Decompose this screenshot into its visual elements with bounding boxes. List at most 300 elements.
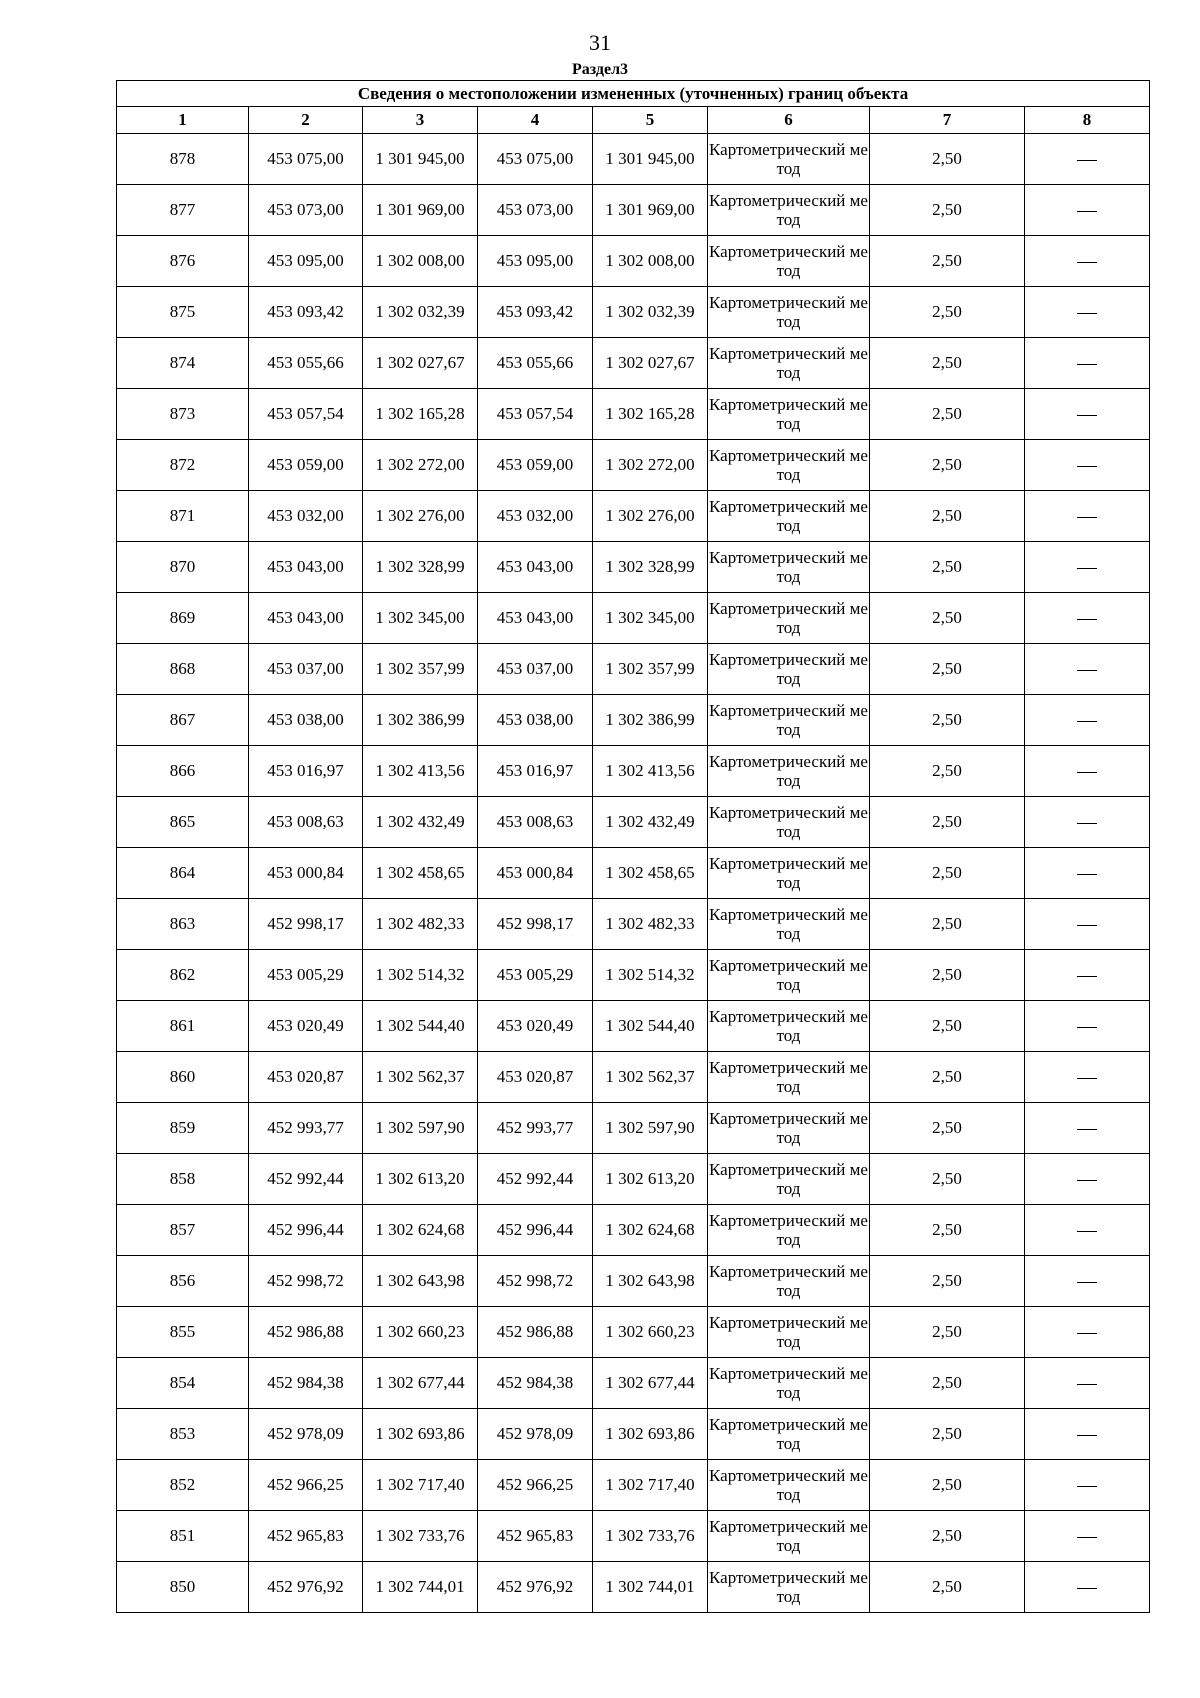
point-number-cell: 862 [117,950,249,1001]
table-row [117,389,1150,440]
y-coord-cell: 1 302 432,49 [593,797,708,848]
x-coord-cell: 452 978,09 [249,1409,363,1460]
description-cell [1025,542,1150,593]
point-number-cell: 852 [117,1460,249,1511]
y-coord-cell: 1 302 693,86 [593,1409,708,1460]
accuracy-cell: 2,50 [870,1358,1025,1409]
y-coord-cell: 1 302 165,28 [593,389,708,440]
column-number-8: 8 [1025,107,1150,134]
y-coord-cell: 1 302 562,37 [363,1052,478,1103]
dash-mark [1077,517,1097,518]
table-row [117,287,1150,338]
x-coord-cell: 453 038,00 [249,695,363,746]
x-coord-cell: 452 993,77 [478,1103,593,1154]
method-cell: Картометрический метод [708,1154,870,1205]
accuracy-cell: 2,50 [870,1001,1025,1052]
method-cell: Картометрический метод [708,1103,870,1154]
table-row [117,695,1150,746]
table-row [117,1511,1150,1562]
x-coord-cell: 453 043,00 [249,593,363,644]
x-coord-cell: 452 993,77 [249,1103,363,1154]
dash-mark [1077,1231,1097,1232]
y-coord-cell: 1 302 386,99 [593,695,708,746]
point-number-cell: 873 [117,389,249,440]
method-cell: Картометрический метод [708,440,870,491]
x-coord-cell: 452 976,92 [478,1562,593,1613]
description-cell [1025,1511,1150,1562]
dash-mark [1077,1486,1097,1487]
dash-mark [1077,772,1097,773]
point-number-cell: 860 [117,1052,249,1103]
method-cell: Картометрический метод [708,236,870,287]
table-row [117,491,1150,542]
dash-mark [1077,1435,1097,1436]
point-number-cell: 850 [117,1562,249,1613]
accuracy-cell: 2,50 [870,1460,1025,1511]
y-coord-cell: 1 302 677,44 [593,1358,708,1409]
description-cell [1025,1154,1150,1205]
accuracy-cell: 2,50 [870,950,1025,1001]
y-coord-cell: 1 302 328,99 [363,542,478,593]
x-coord-cell: 453 008,63 [478,797,593,848]
table-row [117,134,1150,185]
description-cell [1025,287,1150,338]
table-row [117,1001,1150,1052]
x-coord-cell: 453 073,00 [249,185,363,236]
y-coord-cell: 1 302 733,76 [593,1511,708,1562]
column-number-7: 7 [870,107,1025,134]
description-cell [1025,1307,1150,1358]
accuracy-cell: 2,50 [870,185,1025,236]
accuracy-cell: 2,50 [870,491,1025,542]
x-coord-cell: 453 032,00 [249,491,363,542]
accuracy-cell: 2,50 [870,695,1025,746]
y-coord-cell: 1 302 032,39 [593,287,708,338]
description-cell [1025,1358,1150,1409]
table-row [117,1409,1150,1460]
x-coord-cell: 453 059,00 [249,440,363,491]
y-coord-cell: 1 302 432,49 [363,797,478,848]
accuracy-cell: 2,50 [870,1562,1025,1613]
description-cell [1025,746,1150,797]
accuracy-cell: 2,50 [870,338,1025,389]
y-coord-cell: 1 301 945,00 [363,134,478,185]
point-number-cell: 863 [117,899,249,950]
accuracy-cell: 2,50 [870,1409,1025,1460]
y-coord-cell: 1 302 345,00 [363,593,478,644]
x-coord-cell: 453 016,97 [478,746,593,797]
table-body [117,134,1150,1613]
method-cell: Картометрический метод [708,338,870,389]
x-coord-cell: 452 992,44 [478,1154,593,1205]
table-row [117,746,1150,797]
description-cell [1025,1001,1150,1052]
point-number-cell: 878 [117,134,249,185]
description-cell [1025,848,1150,899]
accuracy-cell: 2,50 [870,1205,1025,1256]
table-row [117,1562,1150,1613]
x-coord-cell: 452 998,72 [478,1256,593,1307]
y-coord-cell: 1 302 613,20 [363,1154,478,1205]
x-coord-cell: 453 020,49 [249,1001,363,1052]
y-coord-cell: 1 302 165,28 [363,389,478,440]
method-cell: Картометрический метод [708,644,870,695]
x-coord-cell: 453 043,00 [478,593,593,644]
x-coord-cell: 452 978,09 [478,1409,593,1460]
y-coord-cell: 1 302 413,56 [593,746,708,797]
y-coord-cell: 1 302 027,67 [363,338,478,389]
y-coord-cell: 1 302 693,86 [363,1409,478,1460]
accuracy-cell: 2,50 [870,1511,1025,1562]
x-coord-cell: 453 020,49 [478,1001,593,1052]
accuracy-cell: 2,50 [870,1256,1025,1307]
dash-mark [1077,619,1097,620]
table-row [117,797,1150,848]
x-coord-cell: 453 000,84 [249,848,363,899]
dash-mark [1077,874,1097,875]
y-coord-cell: 1 302 357,99 [363,644,478,695]
boundary-coordinates-table [116,80,1150,1613]
point-number-cell: 853 [117,1409,249,1460]
column-number-1: 1 [117,107,249,134]
dash-mark [1077,211,1097,212]
x-coord-cell: 453 037,00 [478,644,593,695]
y-coord-cell: 1 302 386,99 [363,695,478,746]
y-coord-cell: 1 302 744,01 [363,1562,478,1613]
y-coord-cell: 1 302 544,40 [363,1001,478,1052]
description-cell [1025,1460,1150,1511]
accuracy-cell: 2,50 [870,542,1025,593]
y-coord-cell: 1 302 458,65 [363,848,478,899]
description-cell [1025,185,1150,236]
y-coord-cell: 1 302 597,90 [593,1103,708,1154]
point-number-cell: 855 [117,1307,249,1358]
y-coord-cell: 1 302 276,00 [593,491,708,542]
x-coord-cell: 452 965,83 [478,1511,593,1562]
table-row [117,644,1150,695]
description-cell [1025,236,1150,287]
x-coord-cell: 453 037,00 [249,644,363,695]
y-coord-cell: 1 302 027,67 [593,338,708,389]
method-cell: Картометрический метод [708,746,870,797]
table-row [117,1256,1150,1307]
x-coord-cell: 453 043,00 [249,542,363,593]
x-coord-cell: 452 966,25 [249,1460,363,1511]
y-coord-cell: 1 302 597,90 [363,1103,478,1154]
dash-mark [1077,313,1097,314]
accuracy-cell: 2,50 [870,389,1025,440]
table-row [117,542,1150,593]
y-coord-cell: 1 302 514,32 [363,950,478,1001]
dash-mark [1077,1027,1097,1028]
y-coord-cell: 1 302 660,23 [593,1307,708,1358]
method-cell: Картометрический метод [708,1409,870,1460]
y-coord-cell: 1 302 544,40 [593,1001,708,1052]
x-coord-cell: 452 998,17 [249,899,363,950]
y-coord-cell: 1 302 328,99 [593,542,708,593]
y-coord-cell: 1 302 458,65 [593,848,708,899]
x-coord-cell: 452 992,44 [249,1154,363,1205]
method-cell: Картометрический метод [708,950,870,1001]
y-coord-cell: 1 301 969,00 [593,185,708,236]
table-row [117,1103,1150,1154]
description-cell [1025,1409,1150,1460]
accuracy-cell: 2,50 [870,236,1025,287]
y-coord-cell: 1 302 272,00 [363,440,478,491]
point-number-cell: 856 [117,1256,249,1307]
x-coord-cell: 452 996,44 [249,1205,363,1256]
x-coord-cell: 453 016,97 [249,746,363,797]
method-cell: Картометрический метод [708,1205,870,1256]
column-number-6: 6 [708,107,870,134]
x-coord-cell: 453 073,00 [478,185,593,236]
y-coord-cell: 1 302 008,00 [593,236,708,287]
x-coord-cell: 452 984,38 [249,1358,363,1409]
table-row [117,338,1150,389]
table-caption: Сведения о местоположении измененных (уточненных) границ объекта [117,81,1150,107]
method-cell: Картометрический метод [708,1001,870,1052]
y-coord-cell: 1 302 482,33 [593,899,708,950]
table-row [117,950,1150,1001]
y-coord-cell: 1 302 413,56 [363,746,478,797]
dash-mark [1077,1282,1097,1283]
x-coord-cell: 452 965,83 [249,1511,363,1562]
table-row [117,848,1150,899]
method-cell: Картометрический метод [708,1562,870,1613]
point-number-cell: 864 [117,848,249,899]
method-cell: Картометрический метод [708,848,870,899]
y-coord-cell: 1 302 008,00 [363,236,478,287]
dash-mark [1077,721,1097,722]
dash-mark [1077,1537,1097,1538]
description-cell [1025,1256,1150,1307]
description-cell [1025,899,1150,950]
point-number-cell: 865 [117,797,249,848]
y-coord-cell: 1 301 945,00 [593,134,708,185]
table-row [117,1052,1150,1103]
accuracy-cell: 2,50 [870,440,1025,491]
description-cell [1025,1052,1150,1103]
description-cell [1025,491,1150,542]
dash-mark [1077,823,1097,824]
method-cell: Картометрический метод [708,491,870,542]
section-title: Раздел3 [571,61,629,78]
table-caption-row [117,81,1150,107]
description-cell [1025,950,1150,1001]
x-coord-cell: 453 093,42 [249,287,363,338]
point-number-cell: 858 [117,1154,249,1205]
method-cell: Картометрический метод [708,1307,870,1358]
dash-mark [1077,160,1097,161]
dash-mark [1077,568,1097,569]
y-coord-cell: 1 302 032,39 [363,287,478,338]
y-coord-cell: 1 302 272,00 [593,440,708,491]
dash-mark [1077,1384,1097,1385]
x-coord-cell: 453 043,00 [478,542,593,593]
x-coord-cell: 452 986,88 [478,1307,593,1358]
point-number-cell: 870 [117,542,249,593]
accuracy-cell: 2,50 [870,1307,1025,1358]
dash-mark [1077,415,1097,416]
x-coord-cell: 452 984,38 [478,1358,593,1409]
table-row [117,1205,1150,1256]
x-coord-cell: 452 998,17 [478,899,593,950]
description-cell [1025,797,1150,848]
y-coord-cell: 1 302 514,32 [593,950,708,1001]
x-coord-cell: 453 075,00 [478,134,593,185]
x-coord-cell: 453 095,00 [249,236,363,287]
description-cell [1025,134,1150,185]
point-number-cell: 866 [117,746,249,797]
y-coord-cell: 1 301 969,00 [363,185,478,236]
x-coord-cell: 453 008,63 [249,797,363,848]
method-cell: Картометрический метод [708,185,870,236]
description-cell [1025,338,1150,389]
x-coord-cell: 453 020,87 [478,1052,593,1103]
method-cell: Картометрический метод [708,695,870,746]
point-number-cell: 857 [117,1205,249,1256]
description-cell [1025,644,1150,695]
y-coord-cell: 1 302 276,00 [363,491,478,542]
description-cell [1025,1103,1150,1154]
accuracy-cell: 2,50 [870,593,1025,644]
accuracy-cell: 2,50 [870,848,1025,899]
method-cell: Картометрический метод [708,389,870,440]
column-number-3: 3 [363,107,478,134]
accuracy-cell: 2,50 [870,287,1025,338]
point-number-cell: 851 [117,1511,249,1562]
x-coord-cell: 453 005,29 [478,950,593,1001]
y-coord-cell: 1 302 643,98 [593,1256,708,1307]
accuracy-cell: 2,50 [870,134,1025,185]
dash-mark [1077,1078,1097,1079]
point-number-cell: 854 [117,1358,249,1409]
point-number-cell: 867 [117,695,249,746]
x-coord-cell: 453 038,00 [478,695,593,746]
table-row [117,899,1150,950]
description-cell [1025,695,1150,746]
point-number-cell: 869 [117,593,249,644]
column-number-5: 5 [593,107,708,134]
table-row [117,1154,1150,1205]
point-number-cell: 872 [117,440,249,491]
method-cell: Картометрический метод [708,797,870,848]
point-number-cell: 877 [117,185,249,236]
x-coord-cell: 452 976,92 [249,1562,363,1613]
y-coord-cell: 1 302 643,98 [363,1256,478,1307]
table-row [117,440,1150,491]
dash-mark [1077,670,1097,671]
point-number-cell: 874 [117,338,249,389]
method-cell: Картометрический метод [708,899,870,950]
column-number-2: 2 [249,107,363,134]
y-coord-cell: 1 302 717,40 [593,1460,708,1511]
method-cell: Картометрический метод [708,287,870,338]
accuracy-cell: 2,50 [870,899,1025,950]
table-row [117,1358,1150,1409]
point-number-cell: 859 [117,1103,249,1154]
x-coord-cell: 453 057,54 [249,389,363,440]
method-cell: Картометрический метод [708,542,870,593]
x-coord-cell: 453 055,66 [249,338,363,389]
column-number-4: 4 [478,107,593,134]
x-coord-cell: 452 998,72 [249,1256,363,1307]
description-cell [1025,389,1150,440]
table-row [117,1460,1150,1511]
x-coord-cell: 453 005,29 [249,950,363,1001]
method-cell: Картометрический метод [708,1460,870,1511]
point-number-cell: 871 [117,491,249,542]
table-row [117,236,1150,287]
x-coord-cell: 452 966,25 [478,1460,593,1511]
accuracy-cell: 2,50 [870,797,1025,848]
y-coord-cell: 1 302 613,20 [593,1154,708,1205]
x-coord-cell: 453 059,00 [478,440,593,491]
y-coord-cell: 1 302 624,68 [593,1205,708,1256]
dash-mark [1077,1180,1097,1181]
accuracy-cell: 2,50 [870,1103,1025,1154]
description-cell [1025,1205,1150,1256]
y-coord-cell: 1 302 660,23 [363,1307,478,1358]
method-cell: Картометрический метод [708,1358,870,1409]
table-row [117,185,1150,236]
y-coord-cell: 1 302 357,99 [593,644,708,695]
description-cell [1025,1562,1150,1613]
dash-mark [1077,1129,1097,1130]
table-row [117,593,1150,644]
method-cell: Картометрический метод [708,1511,870,1562]
x-coord-cell: 453 055,66 [478,338,593,389]
x-coord-cell: 453 032,00 [478,491,593,542]
point-number-cell: 876 [117,236,249,287]
table-header [117,81,1150,134]
point-number-cell: 861 [117,1001,249,1052]
point-number-cell: 868 [117,644,249,695]
y-coord-cell: 1 302 677,44 [363,1358,478,1409]
y-coord-cell: 1 302 733,76 [363,1511,478,1562]
x-coord-cell: 453 093,42 [478,287,593,338]
y-coord-cell: 1 302 482,33 [363,899,478,950]
accuracy-cell: 2,50 [870,1154,1025,1205]
x-coord-cell: 452 986,88 [249,1307,363,1358]
y-coord-cell: 1 302 717,40 [363,1460,478,1511]
dash-mark [1077,1333,1097,1334]
method-cell: Картометрический метод [708,1052,870,1103]
accuracy-cell: 2,50 [870,1052,1025,1103]
dash-mark [1077,976,1097,977]
y-coord-cell: 1 302 744,01 [593,1562,708,1613]
x-coord-cell: 453 095,00 [478,236,593,287]
column-number-row [117,107,1150,134]
page-number: 31 [589,30,611,55]
dash-mark [1077,364,1097,365]
dash-mark [1077,925,1097,926]
x-coord-cell: 453 057,54 [478,389,593,440]
table-row [117,1307,1150,1358]
method-cell: Картометрический метод [708,1256,870,1307]
dash-mark [1077,466,1097,467]
x-coord-cell: 453 000,84 [478,848,593,899]
method-cell: Картометрический метод [708,134,870,185]
dash-mark [1077,262,1097,263]
y-coord-cell: 1 302 624,68 [363,1205,478,1256]
accuracy-cell: 2,50 [870,644,1025,695]
description-cell [1025,440,1150,491]
x-coord-cell: 453 020,87 [249,1052,363,1103]
method-cell: Картометрический метод [708,593,870,644]
x-coord-cell: 453 075,00 [249,134,363,185]
dash-mark [1077,1588,1097,1589]
